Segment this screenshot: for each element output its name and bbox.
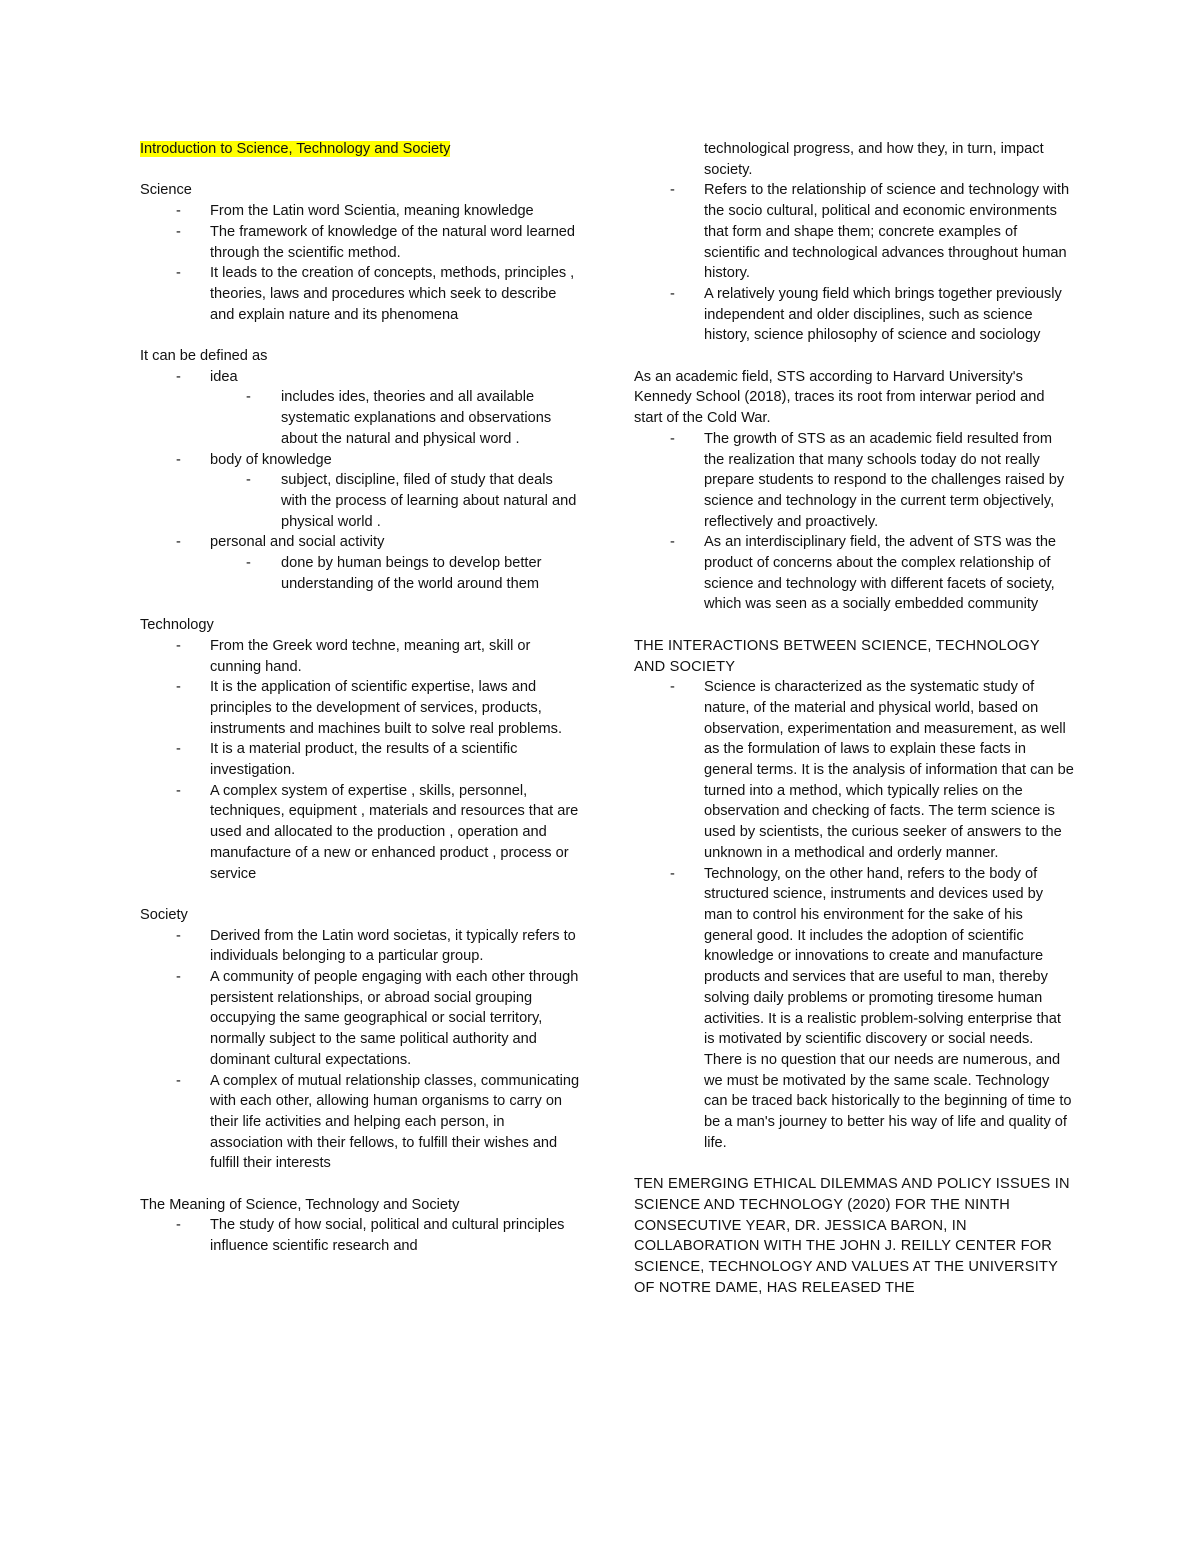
list-item: - A relatively young field which brings together previously independent and older disciplines, such as science history, science philosophy of science and sociology	[634, 284, 1074, 346]
academic-list	[634, 429, 1074, 615]
list-item: - From the Greek word techne, meaning art, skill or cunning hand.	[140, 636, 580, 677]
sub-list	[210, 387, 580, 449]
science-list	[140, 201, 580, 325]
list-item: - The study of how social, political and cultural principles influence scientific research and	[140, 1215, 580, 1256]
academic-paragraph: As an academic field, STS according to Harvard University's Kennedy School (2018), traces its root from interwar period and start of the Cold War.	[634, 368, 1045, 427]
list-item-label: body of knowledge	[210, 451, 332, 468]
list-item: - From the Latin word Scientia, meaning knowledge	[140, 201, 580, 222]
meaning-list-continued	[634, 139, 1074, 346]
defined-list	[140, 367, 580, 595]
list-item: - A complex of mutual relationship classes, communicating with each other, allowing human organisms to carry on their life activities and helping each person, in association with their fellows, to fulfill their wishes and fulfill their interests	[140, 1071, 580, 1175]
interactions-heading: THE INTERACTIONS BETWEEN SCIENCE, TECHNOLOGY AND SOCIETY	[634, 637, 1040, 675]
meaning-heading: The Meaning of Science, Technology and Society	[140, 1196, 460, 1213]
sub-list	[210, 553, 580, 594]
list-item: - It leads to the creation of concepts, methods, principles , theories, laws and procedures which seek to describe and explain nature and its phenomena	[140, 263, 580, 325]
list-item: - A complex system of expertise , skills, personnel, techniques, equipment , materials and resources that are used and allocated to the production , operation and manufacture of a new or enhanced product , process or service	[140, 781, 580, 885]
technology-list	[140, 636, 580, 884]
list-item-label: personal and social activity	[210, 534, 385, 551]
technology-heading: Technology	[140, 617, 214, 634]
list-item	[140, 532, 580, 594]
left-column	[140, 139, 580, 1257]
society-list	[140, 926, 580, 1174]
list-item: - Derived from the Latin word societas, it typically refers to individuals belonging to a particular group.	[140, 926, 580, 967]
list-item	[140, 367, 580, 450]
list-item: - Refers to the relationship of science and technology with the socio cultural, political and economic environments that form and shape them; concrete examples of scientific and technological advances throughout human history.	[634, 180, 1074, 284]
list-item: - It is a material product, the results of a scientific investigation.	[140, 739, 580, 780]
sub-list-item: - includes ides, theories and all available systematic explanations and observations about the natural and physical word .	[140, 387, 580, 449]
list-item: - The framework of knowledge of the natural word learned through the scientific method.	[140, 222, 580, 263]
list-item: - The growth of STS as an academic field resulted from the realization that many schools today do not really prepare students to respond to the challenges raised by science and technology in the current term objectively, reflectively and proactively.	[634, 429, 1074, 533]
meaning-list	[140, 1215, 580, 1256]
list-item-label: idea	[210, 368, 238, 385]
sub-list-item: - subject, discipline, filed of study that deals with the process of learning about natural and physical world .	[140, 470, 580, 532]
list-item: - Science is characterized as the systematic study of nature, of the material and physical world, based on observation, experimentation and measurement, as well as the formulation of laws to explain these facts in general terms. It is the analysis of information that can be turned into a method, which typically relies on the observation and checking of facts. The term science is used by scientists, the curious seeker of answers to the unknown in a methodical and orderly manner.	[634, 677, 1074, 863]
sub-list-item: - done by human beings to develop better understanding of the world around them	[140, 553, 580, 594]
list-item: - A community of people engaging with each other through persistent relationships, or abroad social grouping occupying the same geographical or social territory, normally subject to the same political authority and dominant cultural expectations.	[140, 967, 580, 1071]
list-item: - Technology, on the other hand, refers to the body of structured science, instruments and devices used by man to control his environment for the sake of his general good. It includes the adoption of scientific knowledge or innovations to create and manufacture products and services that are useful to man, thereby solving daily problems or promoting tiresome human activities. It is a realistic problem-solving enterprise that is motivated by scientific discovery or social needs. There is no question that our needs are numerous, and we must be motivated by the same scale. Technology can be traced back historically to the beginning of time to be a man's journey to better his way of life and quality of life.	[634, 864, 1074, 1154]
society-heading: Society	[140, 906, 188, 923]
list-item: - It is the application of scientific expertise, laws and principles to the development of services, products, instruments and machines built to solve real problems.	[140, 677, 580, 739]
document-title: Introduction to Science, Technology and Society	[140, 141, 451, 157]
defined-heading: It can be defined as	[140, 348, 268, 364]
list-item: - As an interdisciplinary field, the advent of STS was the product of concerns about the complex relationship of science and technology with different facets of society, which was seen as a socially embedded community	[634, 532, 1074, 615]
science-heading: Science	[140, 182, 192, 199]
list-item	[140, 450, 580, 533]
list-item-continuation: technological progress, and how they, in turn, impact society.	[704, 141, 1044, 178]
dilemmas-paragraph: TEN EMERGING ETHICAL DILEMMAS AND POLICY ISSUES IN SCIENCE AND TECHNOLOGY (2020) FOR THE NINTH CONSECUTIVE YEAR, DR. JESSICA BARON, IN COLLABORATION WITH THE JOHN J. REILLY CENTER FOR SCIENCE, TECHNOLOGY AND VALUES AT THE UNIVERSITY OF NOTRE DAME, HAS RELEASED THE	[634, 1176, 1070, 1296]
right-column	[634, 139, 1074, 1298]
interactions-list	[634, 677, 1074, 1153]
sub-list	[210, 470, 580, 532]
